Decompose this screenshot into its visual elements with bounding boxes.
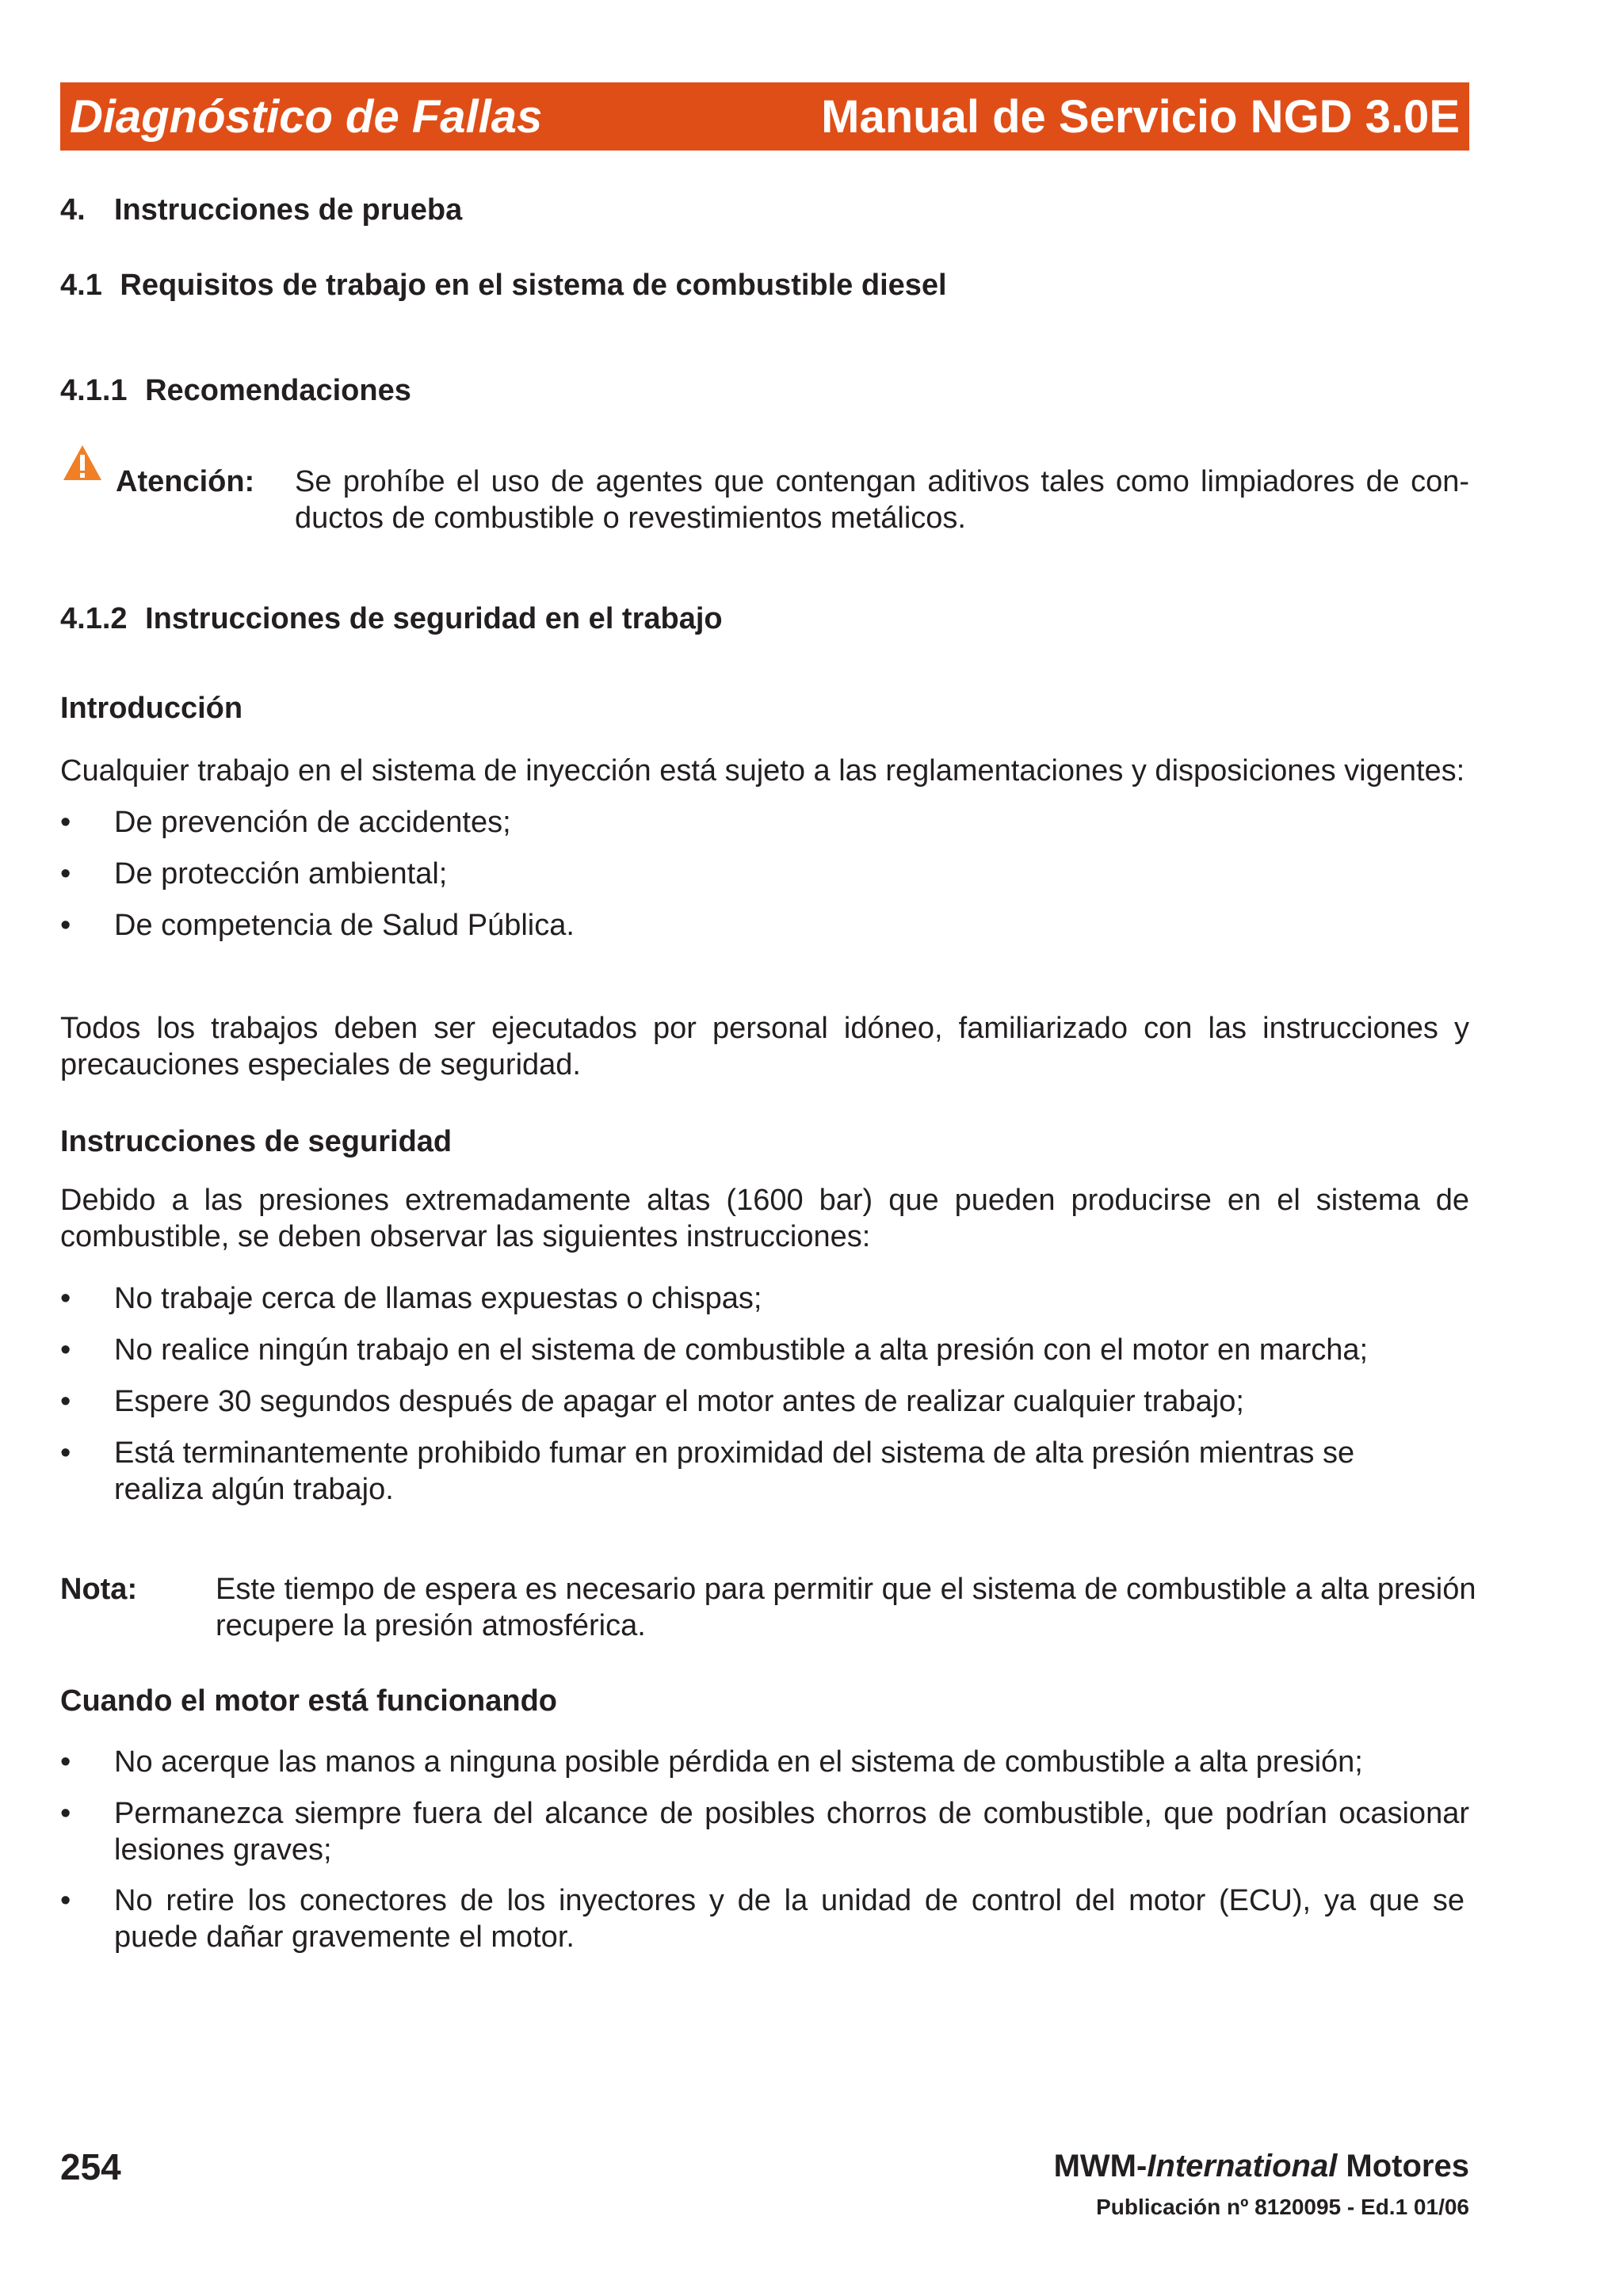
section-number: 4.1.2 [60,602,128,635]
manual-page: Diagnóstico de Fallas Manual de Servicio NGD 3.0E 4. Instrucciones de prueba 4.1 Requisitos de trabajo en el sistema de combustible diesel 4.1.1 Recomendaciones Atención: Se prohíbe el uso de agentes que contengan aditivos tales como limpiadores de con- ductos de combustible o revestimientos metálicos. 4.1.2 Instrucciones de seguridad en el trabajo Introducción Cualquier trabajo en el sistema de inyección está sujeto a las reglamentaciones y disposiciones vigentes: • De prevención de accidentes; • De protección ambiental; • De competencia de Salud Pública. Todos los trabajos deben ser ejecutados por personal idóneo, familiarizado con las instrucciones y precauciones especiales de seguridad. Instrucciones de seguridad Debido a las presiones extremadamente altas (1600 bar) que pueden producirse en el sistema de combustible, se deben observar las siguientes instrucciones: • No trabaje cerca de llamas expuestas o chispas; • No realice ningún trabajo en el sistema de combustible a alta presión con el motor en marcha; • Espere 30 segundos después de apagar el motor antes de realizar cualquier trabajo; • Está terminantemente prohibido fumar en proximidad del sistema de alta presión mientras se realiza algún trabajo. Nota: Este tiempo de espera es necesario para permitir que el sistema de combustible a alta presión recupere la presión atmosférica. Cuando el motor está funcionando • No acerque las manos a ninguna posible pérdida en el sistema de combustible a alta presión; • Permanezca siempre fuera del alcance de posibles chorros de combustible, que podrían ocasionar lesiones graves; • No retire los conectores de los inyectores y de la unidad de control del motor (ECU), ya que se puede dañar gravemente el motor. 254 MWM-International Motores Publicación nº 8120095 - Ed.1 01/06 [0,0,1623,2296]
section-title: Requisitos de trabajo en el sistema de combustible diesel [120,269,947,302]
safety-text-line2: combustible, se deben observar las siguientes instrucciones: [60,1220,871,1253]
intro-heading: Introducción [60,692,243,725]
section-number: 4. [60,193,86,227]
section-number: 4.1 [60,269,102,302]
running-heading: Cuando el motor está funcionando [60,1684,558,1718]
attention-label: Atención: [116,465,255,498]
brand-suffix: Motores [1337,2149,1469,2183]
page-number: 254 [60,2146,121,2187]
header-manual-title: Manual de Servicio NGD 3.0E [821,90,1460,143]
publisher-brand [1054,2149,1469,2184]
brand-italic: International [1147,2149,1338,2183]
brand-prefix: MWM- [1053,2149,1148,2183]
section-title: Instrucciones de seguridad en el trabajo [145,602,723,635]
section-number: 4.1.1 [60,374,128,407]
intro-paragraph-line2: precauciones especiales de seguridad. [60,1048,581,1081]
attention-text-line2: ductos de combustible o revestimientos metálicos. [295,502,966,535]
section-4-heading [60,192,463,228]
note-text-line1: Este tiempo de espera es necesario para permitir que el sistema de combustible a alta presión [216,1573,1476,1606]
publication-number: Publicación nº 8120095 - Ed.1 01/06 [1096,2195,1469,2219]
header-section-title: Diagnóstico de Fallas [70,90,543,143]
section-4-1-heading [60,267,947,303]
section-title: Instrucciones de prueba [114,193,463,227]
safety-heading: Instrucciones de seguridad [60,1125,453,1158]
note-text-line2: recupere la presión atmosférica. [216,1609,646,1642]
intro-paragraph-line1: Todos los trabajos deben ser ejecutados por personal idóneo, familiarizado con las instrucciones y [60,1012,1469,1045]
note-label: Nota: [60,1573,138,1606]
section-4-1-2-heading [60,601,723,637]
section-4-1-1-heading [60,372,411,409]
section-title: Recomendaciones [145,374,411,407]
header-bar [60,82,1469,151]
intro-text: Cualquier trabajo en el sistema de inyección está sujeto a las reglamentaciones y disposiciones vigentes: [60,754,1465,788]
attention-text-line1: Se prohíbe el uso de agentes que contengan aditivos tales como limpiadores de con- [295,465,1469,498]
safety-text-line1: Debido a las presiones extremadamente altas (1600 bar) que pueden producirse en el sistema de [60,1184,1469,1217]
warning-triangle-icon [62,444,103,482]
